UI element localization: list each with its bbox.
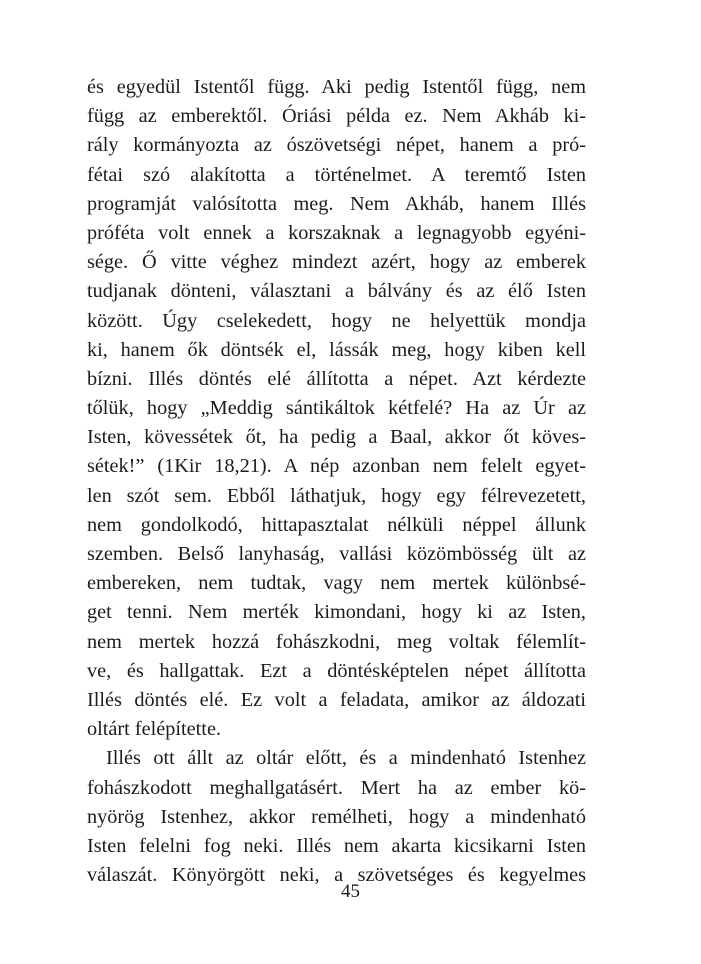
text-line: bízni. Illés döntés elé állította a népet. Azt kérdezte bbox=[87, 367, 586, 390]
text-line: nyörög Istenhez, akkor remélheti, hogy a mindenható bbox=[87, 805, 586, 828]
text-line: Isten, kövessétek őt, ha pedig a Baal, akkor őt köves- bbox=[87, 426, 586, 449]
text-line: fohászkodott meghallgatásért. Mert ha az ember kö- bbox=[87, 776, 586, 799]
text-line: tőlük, hogy „Meddig sántikáltok kétfelé? Ha az Úr az bbox=[87, 397, 586, 420]
text-line: Isten felelni fog neki. Illés nem akarta kicsikarni Isten bbox=[87, 834, 586, 857]
text-line: nem gondolkodó, hittapasztalat nélküli néppel állunk bbox=[87, 513, 586, 536]
text-line: sétek!” (1Kir 18,21). A nép azonban nem felelt egyet- bbox=[87, 455, 586, 478]
body-text bbox=[87, 73, 586, 890]
text-line: programját valósította meg. Nem Akháb, hanem Illés bbox=[87, 192, 586, 215]
text-line: válaszát. Könyörgött neki, a szövetséges és kegyelmes bbox=[87, 864, 586, 887]
text-line: és egyedül Istentől függ. Aki pedig Istentől függ, nem bbox=[87, 76, 586, 98]
text-line: ve, és hallgattak. Ezt a döntésképtelen népet állította bbox=[87, 659, 586, 682]
text-line: szemben. Belső lanyhaság, vallási közömbösség ült az bbox=[87, 543, 586, 565]
text-line: get tenni. Nem merték kimondani, hogy ki az Isten, bbox=[87, 601, 586, 624]
text-line: próféta volt ennek a korszaknak a legnagyobb egyéni- bbox=[87, 221, 586, 244]
text-line: rály kormányozta az ószövetségi népet, hanem a pró- bbox=[87, 134, 586, 157]
text-line: fétai szó alakította a történelmet. A teremtő Isten bbox=[87, 163, 586, 186]
text-line: sége. Ő vitte véghez mindezt azért, hogy az emberek bbox=[87, 251, 586, 274]
text-line: nem mertek hozzá fohászkodni, meg voltak félemlít- bbox=[87, 630, 586, 653]
text-line: len szót sem. Ebből láthatjuk, hogy egy félrevezetett, bbox=[87, 484, 586, 507]
text-line: között. Úgy cselekedett, hogy ne helyettük mondja bbox=[87, 309, 586, 332]
text-line: függ az emberektől. Óriási példa ez. Nem Akháb ki- bbox=[87, 105, 586, 128]
text-line: Illés döntés elé. Ez volt a feladata, amikor az áldozati bbox=[87, 688, 586, 711]
text-line: embereken, nem tudtak, vagy nem mertek különbsé- bbox=[87, 572, 586, 595]
text-line: ki, hanem ők döntsék el, lássák meg, hogy kiben kell bbox=[87, 338, 586, 361]
paragraph-start-line: Illés ott állt az oltár előtt, és a mindenható Istenhez bbox=[106, 747, 586, 770]
page-number: 45 bbox=[341, 881, 360, 902]
text-line: tudjanak dönteni, választani a bálvány és az élő Isten bbox=[87, 280, 586, 303]
paragraph-end-line: oltárt felépítette. bbox=[87, 718, 222, 741]
